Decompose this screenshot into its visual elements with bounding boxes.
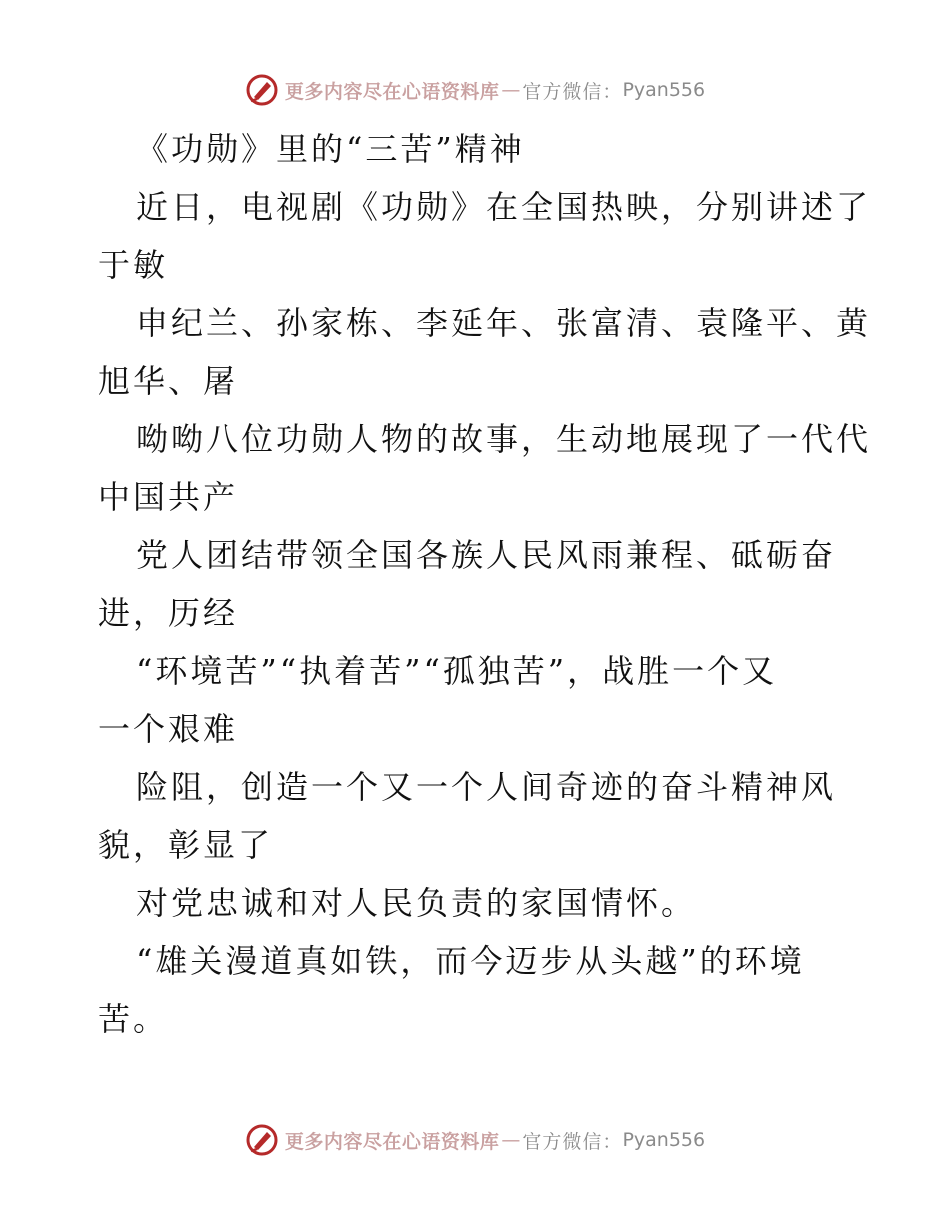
header-banner (0, 70, 950, 110)
logo-icon (245, 1123, 279, 1157)
document-line: 中国共产 (98, 478, 239, 516)
banner-wechat-label: 官方微信： (522, 1130, 623, 1153)
document-line: 党人团结带领全国各族人民风雨兼程、砥砺奋 (136, 536, 837, 574)
document-line: “雄关漫道真如铁，而今迈步从头越”的环境 (136, 942, 805, 980)
document-line: 进，历经 (98, 594, 239, 632)
document-line: 对党忠诚和对人民负责的家国情怀。 (136, 884, 697, 922)
footer-banner (0, 1120, 950, 1160)
document-body (98, 120, 872, 1048)
logo-icon (245, 73, 279, 107)
document-title: 《功勋》里的“三苦”精神 (136, 130, 525, 168)
banner-wechat-id: Pyan556 (622, 1129, 706, 1151)
document-line: 呦呦八位功勋人物的故事，生动地展现了一代代 (136, 420, 872, 458)
document-line: 近日，电视剧《功勋》在全国热映，分别讲述了 (136, 188, 872, 226)
banner-wechat-id: Pyan556 (622, 79, 706, 101)
document-line: 一个艰难 (98, 710, 239, 748)
document-line: 险阻，创造一个又一个人间奇迹的奋斗精神风 (136, 768, 837, 806)
document-line: 于敏 (98, 246, 169, 284)
document-line: 苦。 (98, 1000, 169, 1038)
document-line: 旭华、屠 (98, 362, 239, 400)
document-line: 申纪兰、孙家栋、李延年、张富清、袁隆平、黄 (136, 304, 872, 342)
document-line: “环境苦”“执着苦”“孤独苦”，战胜一个又 (136, 652, 778, 690)
banner-separator: — (501, 1129, 521, 1151)
document-line: 貌，彰显了 (98, 826, 274, 864)
banner-wechat-label: 官方微信： (522, 80, 623, 103)
banner-main-text: 更多内容尽在心语资料库 (284, 1130, 500, 1153)
banner-separator: — (501, 79, 521, 101)
banner-main-text: 更多内容尽在心语资料库 (284, 80, 500, 103)
